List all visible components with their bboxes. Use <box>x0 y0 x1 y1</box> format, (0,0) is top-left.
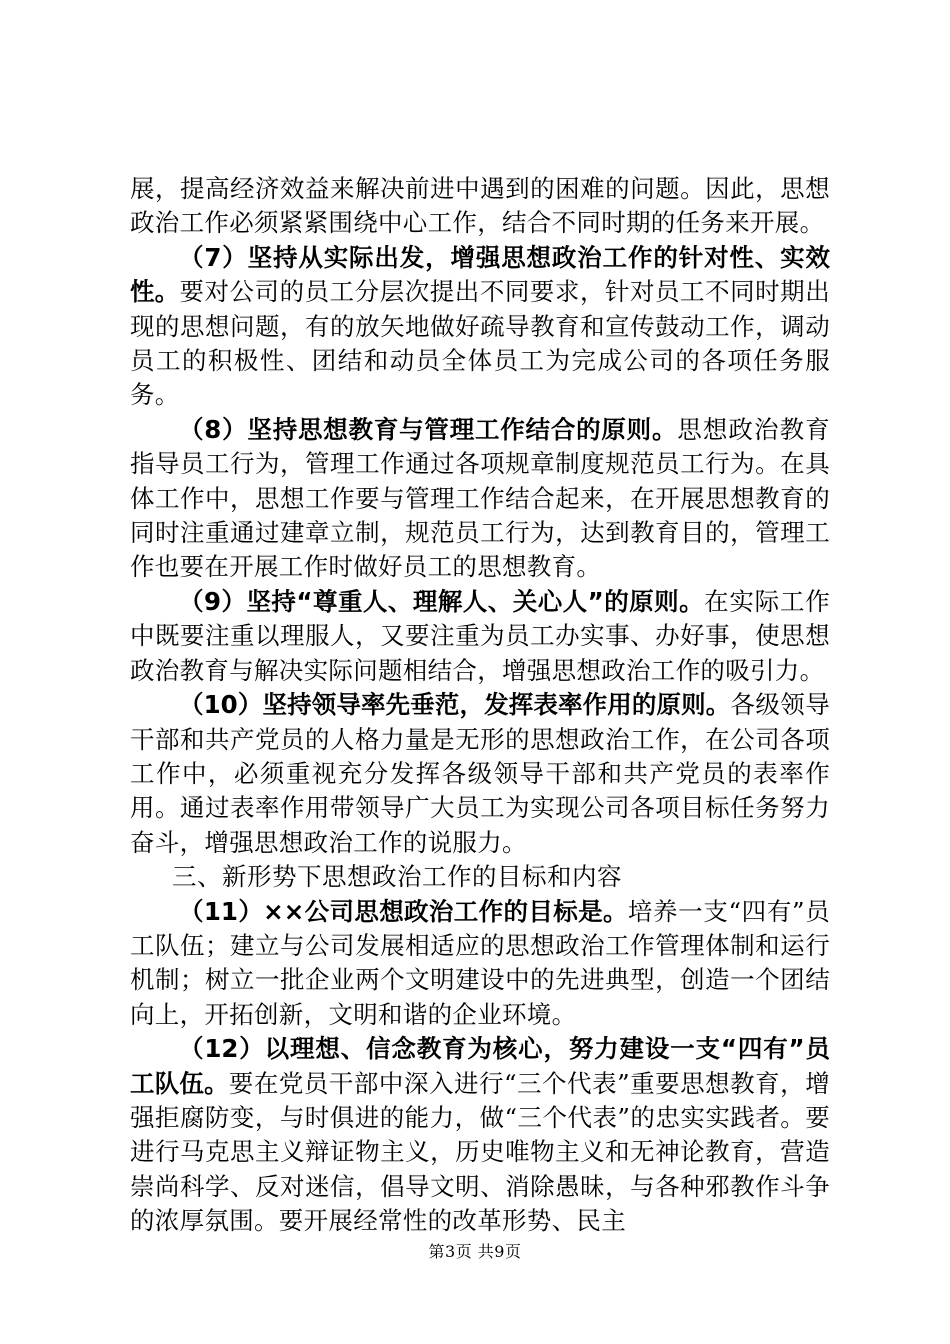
paragraph-text: 在实际工作中既要注重以理服人，又要注重为员工办实事、办好事，使思想政治教育与解决实际问题相结合，增强思想政治工作的吸引力。 <box>130 586 831 685</box>
paragraph-text: 要对公司的员工分层次提出不同要求，针对员工不同时期出现的思想问题，有的放矢地做好疏导教育和宣传鼓动工作，调动员工的积极性、团结和动员全体员工为完成公司的各项任务服务。 <box>130 277 831 410</box>
paragraph-item-11 <box>130 895 830 1033</box>
paragraph-item-7 <box>130 241 830 413</box>
paragraph-continuation <box>130 172 830 241</box>
paragraph-lead: （12）以理想、信念教育为核心，努力建设一支“四有”员工队伍。 <box>130 1034 830 1098</box>
paragraph-text: 培养一支“四有”员工队伍；建立与公司发展相适应的思想政治工作管理体制和运行机制；树立一批企业两个文明建设中的先进典型，创造一个团结向上，开拓创新，文明和谐的企业环境。 <box>130 896 831 1029</box>
paragraph-lead: （9）坚持“尊重人、理解人、关心人”的原则。 <box>179 586 705 616</box>
paragraph-item-9 <box>130 585 830 688</box>
paragraph-lead: （8）坚持思想教育与管理工作结合的原则。 <box>179 414 678 444</box>
section-heading: 三、新形势下思想政治工作的目标和内容 <box>172 862 622 892</box>
paragraph-item-10 <box>130 688 830 860</box>
paragraph-text: 要在党员干部中深入进行“三个代表”重要思想教育，增强拒腐防变，与时俱进的能力，做“三个代表”的忠实实践者。要进行马克思主义辩证物主义，历史唯物主义和无神论教育，营造崇尚科学、反对迷信，倡导文明、消除愚昧，与各种邪教作斗争的浓厚氛围。要开展经常性的改革形势、民主 <box>130 1068 830 1236</box>
paragraph-text: 各级领导干部和共产党员的人格力量是无形的思想政治工作，在公司各项工作中，必须重视充分发挥各级领导干部和共产党员的表率作用。通过表率作用带领导广大员工为实现公司各项目标任务努力奋斗，增强思想政治工作的说服力。 <box>130 690 831 857</box>
paragraph-text: 展，提高经济效益来解决前进中遇到的困难的问题。因此，思想政治工作必须紧紧围绕中心工作，结合不同时期的任务来开展。 <box>130 174 830 238</box>
paragraph-lead: （10）坚持领导率先垂范，发挥表率作用的原则。 <box>179 690 731 720</box>
page-indicator: 第3页 共9页 <box>428 1242 522 1261</box>
document-body <box>130 172 830 1239</box>
paragraph-lead: （11）××公司思想政治工作的目标是。 <box>179 896 628 926</box>
paragraph-item-12 <box>130 1032 830 1238</box>
paragraph-item-8 <box>130 413 830 585</box>
page-footer <box>0 1242 950 1262</box>
paragraph-text: 思想政治教育指导员工行为，管理工作通过各项规章制度规范员工行为。在具体工作中，思想工作要与管理工作结合起来，在开展思想教育的同时注重通过建章立制，规范员工行为，达到教育目的，管理工作也要在开展工作时做好员工的思想教育。 <box>130 414 830 582</box>
paragraph-lead: （7）坚持从实际出发，增强思想政治工作的针对性、实效性。 <box>130 242 830 307</box>
